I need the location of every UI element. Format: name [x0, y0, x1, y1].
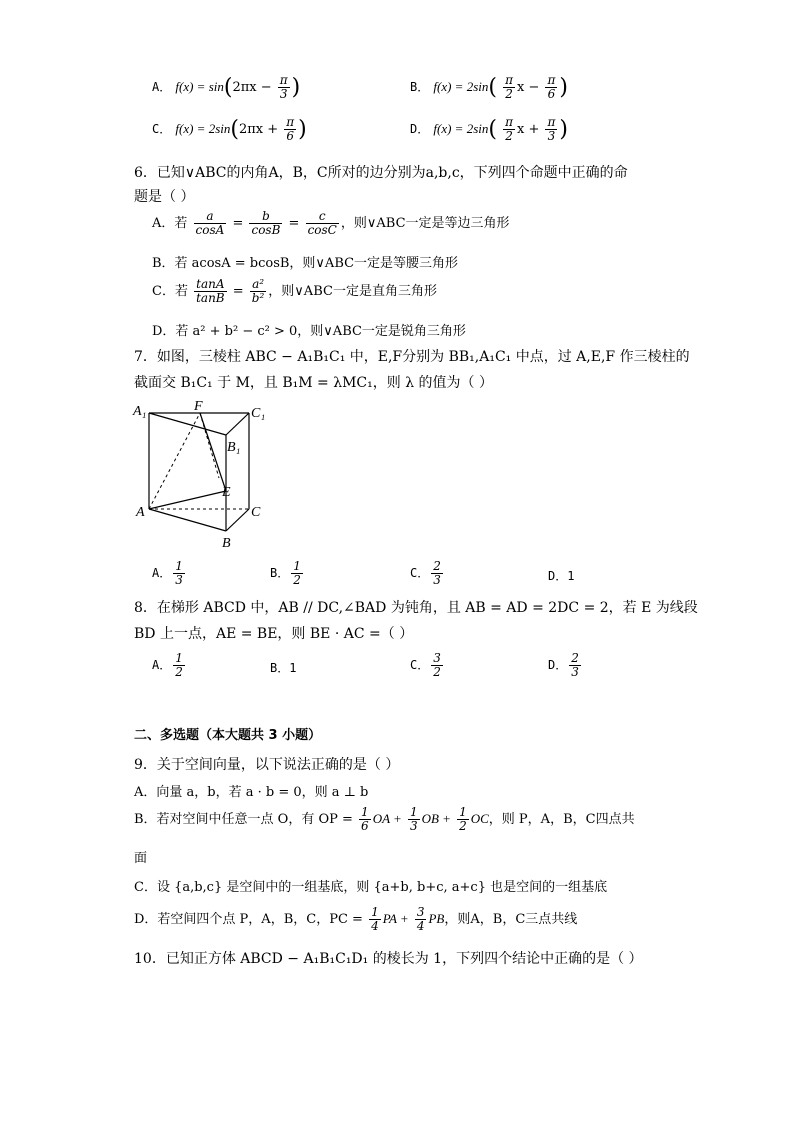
q9-option-b: B．若对空间中任意一点 O，有 OP = $\frac{1}{6}$ OA + $\frac{1}{3}$ OB + $\frac{1}{2}$ OC，则 P，A，B，C四点共 [134, 805, 635, 833]
q6-option-b: B．若 acosA = bcosB，则∨ABC一定是等腰三角形 [152, 256, 459, 271]
q7-stem-line1: 7．如图，三棱柱 ABC − A₁B₁C₁ 中，E,F分别为 BB₁,A₁C₁ 中点，过 A,E,F 作三棱柱的 [134, 349, 690, 365]
option-label: C． [152, 122, 172, 136]
fraction: $\frac{\pi}{2}$ [505, 115, 513, 143]
arg-text: 2πx − [232, 80, 272, 95]
option-label: B． [410, 80, 430, 94]
q7-option-b: B． $\frac{1}{2}$ [270, 559, 301, 587]
option-label: A． [152, 80, 172, 94]
label-e: E [222, 485, 231, 500]
fraction: $\frac{\text{a²}}{\text{b²}}$ [251, 277, 265, 305]
fraction: $\frac{\pi}{3}$ [279, 73, 288, 101]
q5-option-d: D． f(x) = 2sin( $\frac{\pi}{2}$ x + $\frac{\pi}{3}$ ) [410, 115, 568, 143]
q7-option-c: C． $\frac{2}{3}$ [410, 559, 441, 587]
fraction: $\frac{b}{\cos B}$ [251, 209, 281, 237]
fraction: $\frac{a}{\cos A}$ [195, 209, 225, 237]
fraction: $\frac{\pi}{3}$ [547, 115, 556, 143]
fraction: $\frac{\pi}{6}$ [547, 73, 556, 101]
label-b1: B₁ [227, 440, 241, 455]
fraction: $\frac{1}{3}$ [175, 559, 183, 587]
q9-option-d: D．若空间四个点 P，A，B，C，PC = $\frac{1}{4}$ PA + $\frac{3}{4}$ PB，则A，B，C三点共线 [134, 905, 578, 933]
arg-text: x − [516, 80, 540, 95]
fraction: $\frac{1}{2}$ [175, 651, 183, 679]
option-label: D． [410, 122, 430, 136]
label-a: A [136, 505, 145, 520]
fraction: $\frac{1}{3}$ [409, 805, 418, 833]
q5-option-a: A． f(x) = sin(2πx − $\frac{\pi}{3}$ ) [152, 73, 301, 101]
fraction: $\frac{1}{6}$ [361, 805, 369, 833]
function-text: f(x) = 2sin [433, 121, 489, 136]
fraction: $\frac{2}{3}$ [571, 651, 579, 679]
fraction: $\frac{c}{\cos C}$ [307, 209, 337, 237]
section-heading: 二、多选题（本大题共 3 小题） [134, 728, 322, 743]
q7-option-d: D．1 [548, 569, 575, 583]
function-text: f(x) = sin [175, 79, 224, 94]
fraction: $\frac{\tan A}{\tan B}$ [196, 277, 225, 305]
q8-option-d: D． $\frac{2}{3}$ [548, 651, 579, 679]
fraction: $\frac{1}{4}$ [371, 905, 379, 933]
label-c1: C₁ [251, 406, 266, 421]
q6-option-a: A．若 $\frac{a}{\cos A}$ = $\frac{b}{\cos B}$ = $\frac{c}{\cos C}$ ，则∨ABC一定是等边三角形 [152, 209, 510, 237]
q9-option-a: A．向量 a，b，若 a · b = 0，则 a ⊥ b [134, 785, 369, 800]
q6-option-c: C．若 $\frac{\tan A}{\tan B}$ = $\frac{\text{a²}}{\text{b²}}$ ，则∨ABC一定是直角三角形 [152, 277, 437, 305]
q10-stem: 10．已知正方体 ABCD − A₁B₁C₁D₁ 的棱长为 1，下列四个结论中正确的是（ ） [134, 951, 643, 967]
q8-option-a: A． $\frac{1}{2}$ [152, 651, 183, 679]
q6-stem-line1: 6．已知∨ABC的内角A，B，C所对的边分别为a,b,c，下列四个命题中正确的命 [134, 165, 628, 181]
fraction: $\frac{2}{3}$ [433, 559, 441, 587]
q9-stem: 9．关于空间向量，以下说法正确的是（ ） [134, 757, 400, 773]
q8-option-c: C． $\frac{3}{2}$ [410, 651, 441, 679]
q8-option-b: B．1 [270, 661, 297, 675]
fraction: $\frac{3}{2}$ [433, 651, 441, 679]
fraction: $\frac{\pi}{6}$ [286, 115, 295, 143]
q8-stem-line2: BD 上一点，AE = BE，则 BE · AC =（ ） [134, 626, 414, 642]
q7-stem-line2: 截面交 B₁C₁ 于 M，且 B₁M = λMC₁，则 λ 的值为（ ） [134, 375, 493, 391]
q8-stem-line1: 8．在梯形 ABCD 中，AB // DC,∠BAD 为钝角，且 AB = AD = 2DC = 2，若 E 为线段 [134, 600, 698, 616]
label-f: F [194, 399, 203, 414]
q9-option-b-line2: 面 [134, 851, 148, 866]
q6-option-d: D．若 a² + b² − c² > 0，则∨ABC一定是锐角三角形 [152, 324, 466, 339]
function-text: f(x) = 2sin [175, 121, 231, 136]
fraction: $\frac{\pi}{2}$ [505, 73, 513, 101]
prism-figure [125, 395, 285, 555]
fraction: $\frac{3}{4}$ [416, 905, 425, 933]
q7-option-a: A． $\frac{1}{3}$ [152, 559, 183, 587]
label-b: B [222, 536, 231, 551]
arg-text: x + [516, 122, 540, 137]
q6-stem-line2: 题是（ ） [134, 189, 195, 205]
q9-option-c: C．设 {a,b,c} 是空间中的一组基底，则 {a+b, b+c, a+c} 也是空间的一组基底 [134, 880, 608, 895]
label-c: C [251, 505, 261, 520]
label-a1: A₁ [133, 404, 147, 419]
fraction: $\frac{1}{2}$ [293, 559, 301, 587]
fraction: $\frac{1}{2}$ [459, 805, 467, 833]
function-text: f(x) = 2sin [433, 79, 489, 94]
arg-text: 2πx + [238, 122, 279, 137]
q5-option-c: C． f(x) = 2sin(2πx + $\frac{\pi}{6}$ ) [152, 115, 307, 143]
q5-option-b: B． f(x) = 2sin( $\frac{\pi}{2}$ x − $\frac{\pi}{6}$ ) [410, 73, 568, 101]
